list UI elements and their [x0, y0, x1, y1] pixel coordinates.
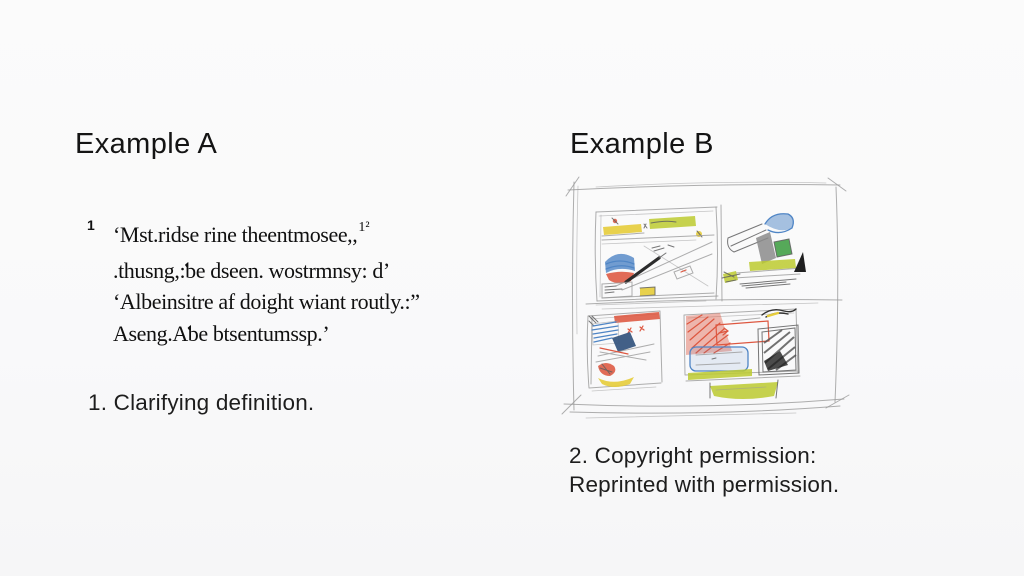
quote-superscript: 1² [358, 220, 370, 235]
example-a-caption: 1. Clarifying definition. [88, 390, 315, 415]
example-b-caption: 2. Copyright permission: Reprinted with permission. [569, 443, 840, 497]
example-b-title: Example B [570, 128, 714, 160]
black-triangle [794, 252, 806, 272]
panel-top-left [595, 205, 722, 305]
storyboard-sketch [556, 174, 852, 424]
vignette-top-right [722, 214, 806, 288]
blue-rounded-rect [690, 347, 748, 371]
quote-line-3: ‘Albeinsitre af doight wiant routly.:” [113, 289, 420, 314]
blue-cap [765, 214, 793, 231]
blue-bowl [605, 254, 635, 273]
quote-line-1 [113, 219, 420, 255]
quote-line-2: .thusng,:ƅe dseen. wostrmnsy: d’ [113, 257, 390, 283]
example-a-quote [87, 217, 420, 349]
footnote-marker: 1 [87, 217, 95, 233]
panel-bottom-left [587, 311, 662, 391]
tapered-chartreuse-bar [710, 380, 778, 399]
example-a-title: Example A [75, 128, 218, 160]
sketch-svg [556, 174, 852, 424]
quote-line-4: Aseng.Aƅe btsentumssp.’ [113, 320, 330, 346]
gray-blob [756, 232, 776, 264]
panel-bottom-right [684, 309, 800, 381]
quote-line-1-text: ‘Mst.ridse rine theentmosee,, [113, 222, 358, 247]
